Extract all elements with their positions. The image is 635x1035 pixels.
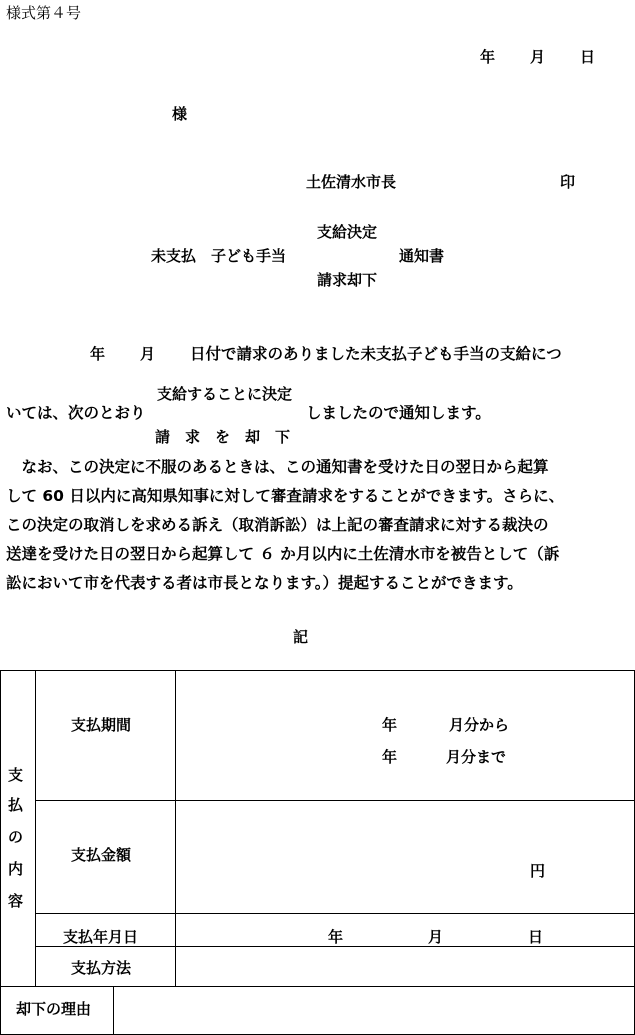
group-label-char: 支 bbox=[8, 766, 24, 784]
amount-label: 支払金額 bbox=[71, 846, 132, 864]
pay-method-label: 支払方法 bbox=[71, 959, 132, 977]
title-notice: 通知書 bbox=[399, 247, 445, 265]
decision-line-left: いては、次のとおり bbox=[6, 404, 146, 422]
date-day: 日 bbox=[580, 48, 596, 66]
appeal-notice bbox=[6, 453, 628, 598]
title-option-reject: 請求却下 bbox=[317, 271, 378, 289]
issuer-name: 土佐清水市長 bbox=[306, 173, 397, 191]
form-number: 様式第４号 bbox=[6, 4, 82, 22]
addressee-suffix: 様 bbox=[172, 105, 188, 123]
date-month: 月 bbox=[530, 48, 546, 66]
pay-date-year: 年 bbox=[328, 928, 344, 946]
period-from-year: 年 bbox=[382, 716, 398, 734]
period-from-month: 月分から bbox=[449, 716, 510, 734]
request-month: 月 bbox=[140, 345, 156, 363]
decision-option-grant: 支給することに決定 bbox=[157, 385, 293, 403]
decision-line-right: しましたので通知します。 bbox=[306, 404, 491, 422]
request-year: 年 bbox=[90, 345, 106, 363]
period-to-year: 年 bbox=[382, 748, 398, 766]
period-to-month: 月分まで bbox=[446, 748, 507, 766]
group-label-char: 容 bbox=[8, 892, 24, 910]
seal-mark: 印 bbox=[560, 173, 576, 191]
decision-option-reject: 請 求 を 却 下 bbox=[155, 428, 291, 446]
period-label: 支払期間 bbox=[71, 716, 132, 734]
title-main: 未支払 子ども手当 bbox=[151, 247, 287, 265]
appeal-notice-line: この決定の取消しを求める訴え（取消訴訟）は上記の審査請求に対する裁決の bbox=[6, 516, 549, 534]
group-label-char: 払 bbox=[8, 796, 24, 814]
date-year: 年 bbox=[480, 48, 496, 66]
rejection-reason-label: 却下の理由 bbox=[16, 1000, 92, 1018]
appeal-notice-line: して 60 日以内に高知県知事に対して審査請求をすることができます。さらに、 bbox=[6, 487, 565, 505]
amount-unit: 円 bbox=[530, 862, 546, 880]
request-text: 日付で請求のありました未支払子ども手当の支給につ bbox=[190, 345, 562, 363]
group-label-char: の bbox=[8, 828, 24, 846]
pay-date-month: 月 bbox=[428, 928, 444, 946]
title-option-grant: 支給決定 bbox=[317, 223, 378, 241]
group-label-char: 内 bbox=[8, 860, 24, 878]
appeal-notice-line: 訟において市を代表する者は市長となります。）提起することができます。 bbox=[6, 574, 523, 592]
pay-date-label: 支払年月日 bbox=[63, 928, 139, 946]
appeal-notice-line: なお、この決定に不服のあるときは、この通知書を受けた日の翌日から起算 bbox=[6, 458, 549, 476]
pay-date-day: 日 bbox=[528, 928, 544, 946]
ki-heading: 記 bbox=[293, 628, 309, 646]
appeal-notice-line: 送達を受けた日の翌日から起算して ６ か月以内に土佐清水市を被告として（訴 bbox=[6, 545, 560, 563]
